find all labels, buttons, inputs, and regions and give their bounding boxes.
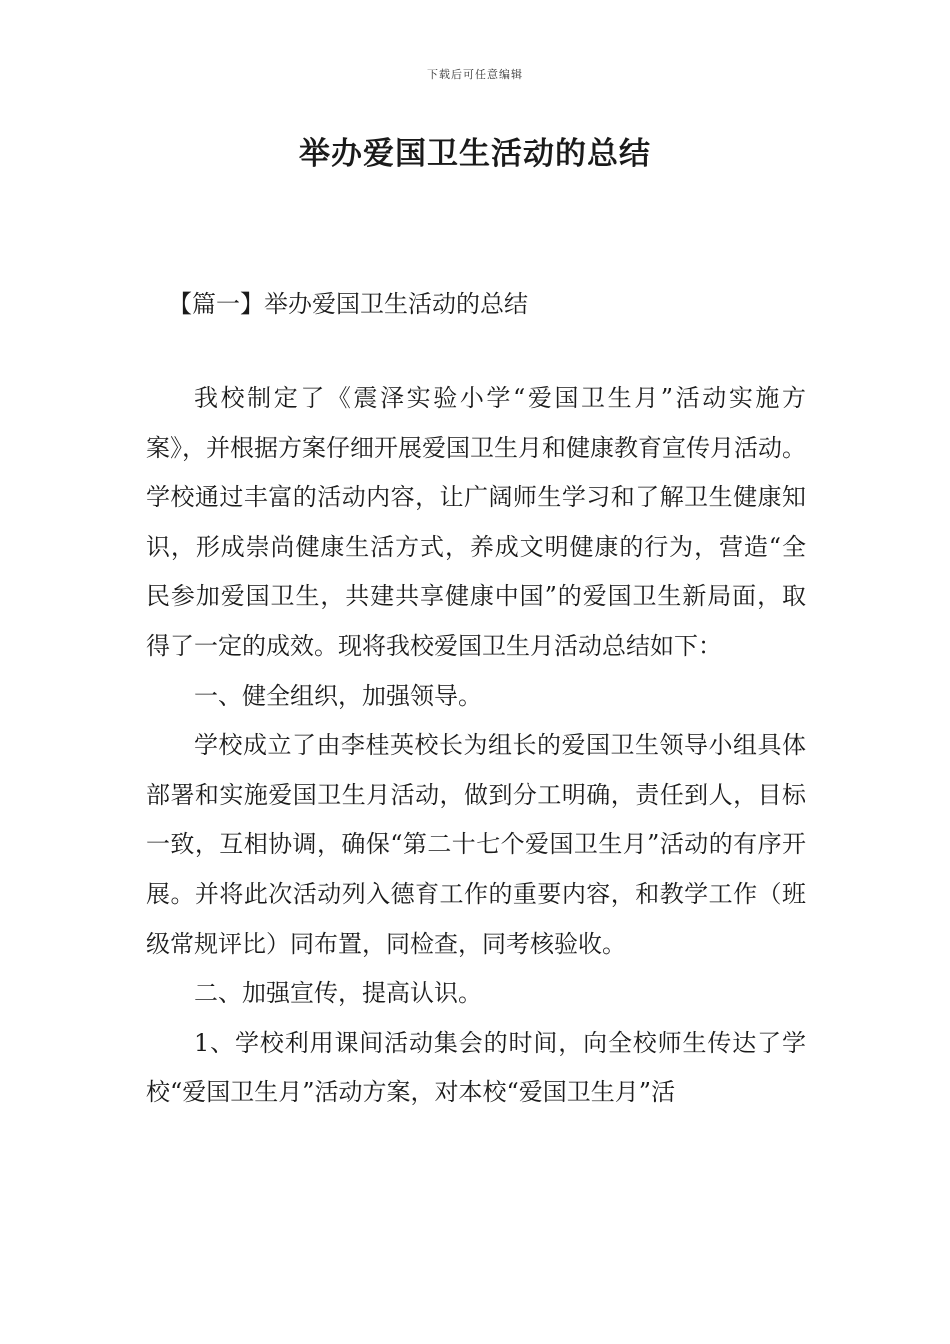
document-title: 举办爱国卫生活动的总结	[299, 136, 651, 172]
body-text	[146, 374, 806, 1118]
header-note: 下载后可任意编辑	[427, 68, 523, 81]
paragraph-intro: 我校制定了《震泽实验小学“爱国卫生月”活动实施方案》，并根据方案仔细开展爱国卫生月和健康教育宣传月活动。学校通过丰富的活动内容，让广阔师生学习和了解卫生健康知识，形成崇尚健康生活方式，养成文明健康的行为，营造“全民参加爱国卫生，共建共享健康中国”的爱国卫生新局面，取得了一定的成效。现将我校爱国卫生月活动总结如下：	[146, 384, 806, 660]
paragraph-heading-1: 一、健全组织，加强领导。	[194, 681, 482, 710]
paragraph-organization: 学校成立了由李桂英校长为组长的爱国卫生领导小组具体部署和实施爱国卫生月活动，做到分工明确，责任到人，目标一致，互相协调，确保“第二十七个爱国卫生月”活动的有序开展。并将此次活动列入德育工作的重要内容，和教学工作（班级常规评比）同布置，同检查，同考核验收。	[146, 731, 806, 958]
paragraph-heading-2: 二、加强宣传，提高认识。	[194, 979, 482, 1008]
paragraph-publicity: 1、学校利用课间活动集会的时间，向全校师生传达了学校“爱国卫生月”活动方案，对本校“爱国卫生月”活	[146, 1028, 806, 1107]
section-heading: 【篇一】举办爱国卫生活动的总结	[168, 290, 528, 318]
